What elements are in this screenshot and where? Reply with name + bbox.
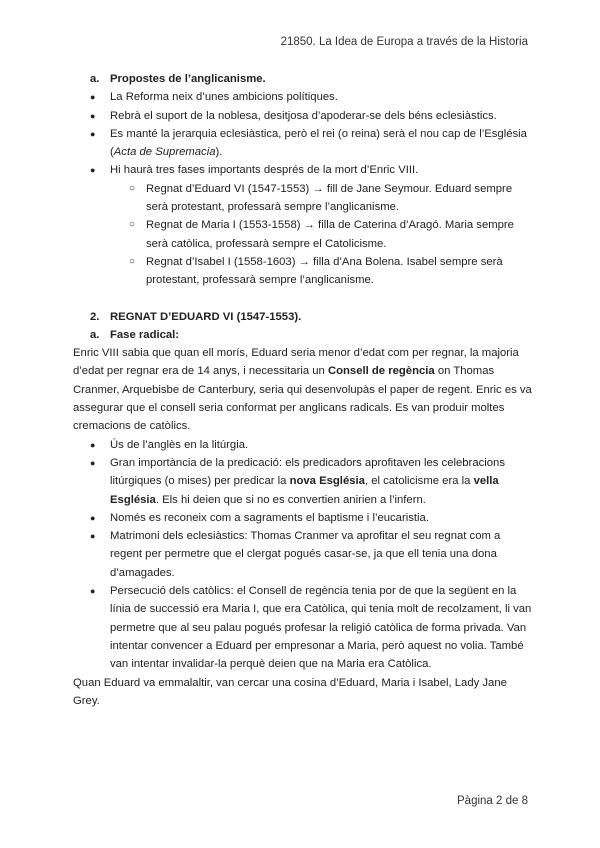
list-item-text: Només es reconeix com a sagraments el baptisme i l’eucaristia. — [110, 511, 429, 524]
list-item — [73, 107, 533, 125]
bullet-list-fase-radical — [73, 436, 533, 674]
list-item-text — [110, 128, 527, 158]
section-heading-propostes — [73, 70, 533, 88]
bullet-icon: ● — [90, 165, 96, 176]
bullet-icon: ● — [90, 586, 96, 597]
page-footer: Pàgina 2 de 8 — [457, 795, 528, 807]
text-run: on Thomas Cranmer, Arquebisbe de Canterbury, seria qui desenvolupàs el paper de regent. Enric es va assegurar que el consell seria conformat per anglicans radicals. Es van produir moltes cremacions de catòlics. — [73, 365, 532, 433]
section-title: Propostes de l’anglicanisme. — [110, 73, 266, 85]
list-item — [73, 436, 533, 454]
section-number: 2. — [90, 310, 100, 323]
text-run: Gran importància de la predicació: els predicadors aprofitaven les celebracions litúrgiques (o mises) per predicar la — [110, 456, 505, 488]
text-run: ). — [215, 146, 223, 159]
section-title: Fase radical: — [110, 328, 180, 341]
list-item-text: Regnat d’Isabel I (1558-1603) → filla d’Ana Bolena. Isabel sempre serà protestant, professarà sempre l’anglicanisme. — [146, 255, 503, 287]
sub-list-item — [73, 180, 533, 217]
list-item-text: Persecució dels catòlics: el Consell de regència tenia por de que la següent en la línia de successió era Maria I, que era Catòlica, qui tenia molt de recolzament, li van permetre que al seu palau pogués profesar la religió catòlica de forma privada. Van intentar convencer a Eduard per empresonar a Maria, però aquest no volia. També van intentar invalidar-la perquè deien que na Maria era Catòlica. — [110, 585, 532, 671]
bullet-icon: ● — [90, 512, 96, 523]
text-run: Enric VIII sabia que quan ell morís, Eduard seria menor d’edat com per regnar, la majoria d’edat per regnar era de 14 anys, i necessitaria un — [73, 347, 519, 378]
list-item — [73, 88, 533, 106]
list-item-text: Ús de l’anglès en la litúrgia. — [110, 438, 249, 451]
bullet-icon: ● — [90, 92, 96, 103]
list-item-text: Hi haurà tres fases importants després de la mort d’Enric VIII. — [110, 164, 419, 177]
hollow-bullet-icon: ○ — [129, 182, 136, 194]
sub-list-item — [73, 253, 533, 290]
list-item-text: Matrimoni dels eclesiàstics: Thomas Cranmer va aprofitar el seu regnat com a regent per permetre que el clergat pogués casar-se, ja que ell tenia una dona d’amagades. — [110, 530, 501, 579]
section-heading-fase-radical — [73, 326, 533, 344]
bullet-icon: ● — [90, 128, 96, 139]
bullet-icon: ● — [90, 110, 96, 121]
bullet-icon: ● — [90, 439, 96, 450]
list-item — [73, 161, 533, 179]
list-item — [73, 454, 533, 509]
bold-text: vella Església — [110, 475, 499, 506]
hollow-bullet-icon: ○ — [129, 255, 136, 267]
closing-paragraph: Quan Eduard va emmalaltir, van cercar una cosina d’Eduard, Maria i Isabel, Lady Jane Grey. — [73, 676, 507, 707]
document-body — [73, 70, 533, 710]
bullet-icon: ● — [90, 457, 96, 468]
section-number: a. — [90, 73, 100, 85]
bold-text: Consell de regència — [327, 365, 435, 378]
list-item-text — [110, 457, 505, 506]
intro-paragraph — [73, 344, 533, 435]
section-number: a. — [90, 328, 100, 341]
sub-list-item — [73, 216, 533, 253]
page-header: 21850. La Idea de Europa a través de la Historia — [280, 36, 528, 48]
bold-text: nova Església — [289, 475, 365, 488]
bullet-list-anglicanisme — [73, 88, 533, 289]
list-item — [73, 125, 533, 162]
text-run: Es manté la jerarquia eclesiàstica, però el rei (o reina) serà el nou cap de l’Església ( — [110, 127, 527, 159]
list-item — [73, 582, 533, 673]
spacer — [73, 290, 533, 308]
list-item-text: Rebrà el suport de la noblesa, desitjosa d’apoderar-se dels béns eclesiàstics. — [110, 109, 497, 122]
italic-text: Acta de Supremacia — [113, 146, 216, 159]
section-heading-regnat-eduard — [73, 308, 533, 326]
list-item-text: Regnat de Maria I (1553-1558) → filla de Caterina d’Aragó. Maria sempre serà catòlica, professarà sempre el Catolicisme. — [146, 219, 514, 250]
list-item-text: Regnat d’Eduard VI (1547-1553) → fill de Jane Seymour. Eduard sempre serà protestant, professarà sempre l’anglicanisme. — [146, 182, 513, 214]
section-title: REGNAT D’EDUARD VI (1547-1553). — [110, 310, 302, 323]
list-item — [73, 527, 533, 582]
list-item-text: La Reforma neix d’unes ambicions polítiques. — [110, 91, 338, 104]
bullet-icon: ● — [90, 531, 96, 542]
hollow-bullet-icon: ○ — [129, 219, 136, 231]
text-run: . Els hi deien que si no es convertien anirien a l’infern. — [155, 493, 426, 506]
text-run: , el catolicisme era la — [364, 475, 474, 488]
list-item — [73, 509, 533, 527]
